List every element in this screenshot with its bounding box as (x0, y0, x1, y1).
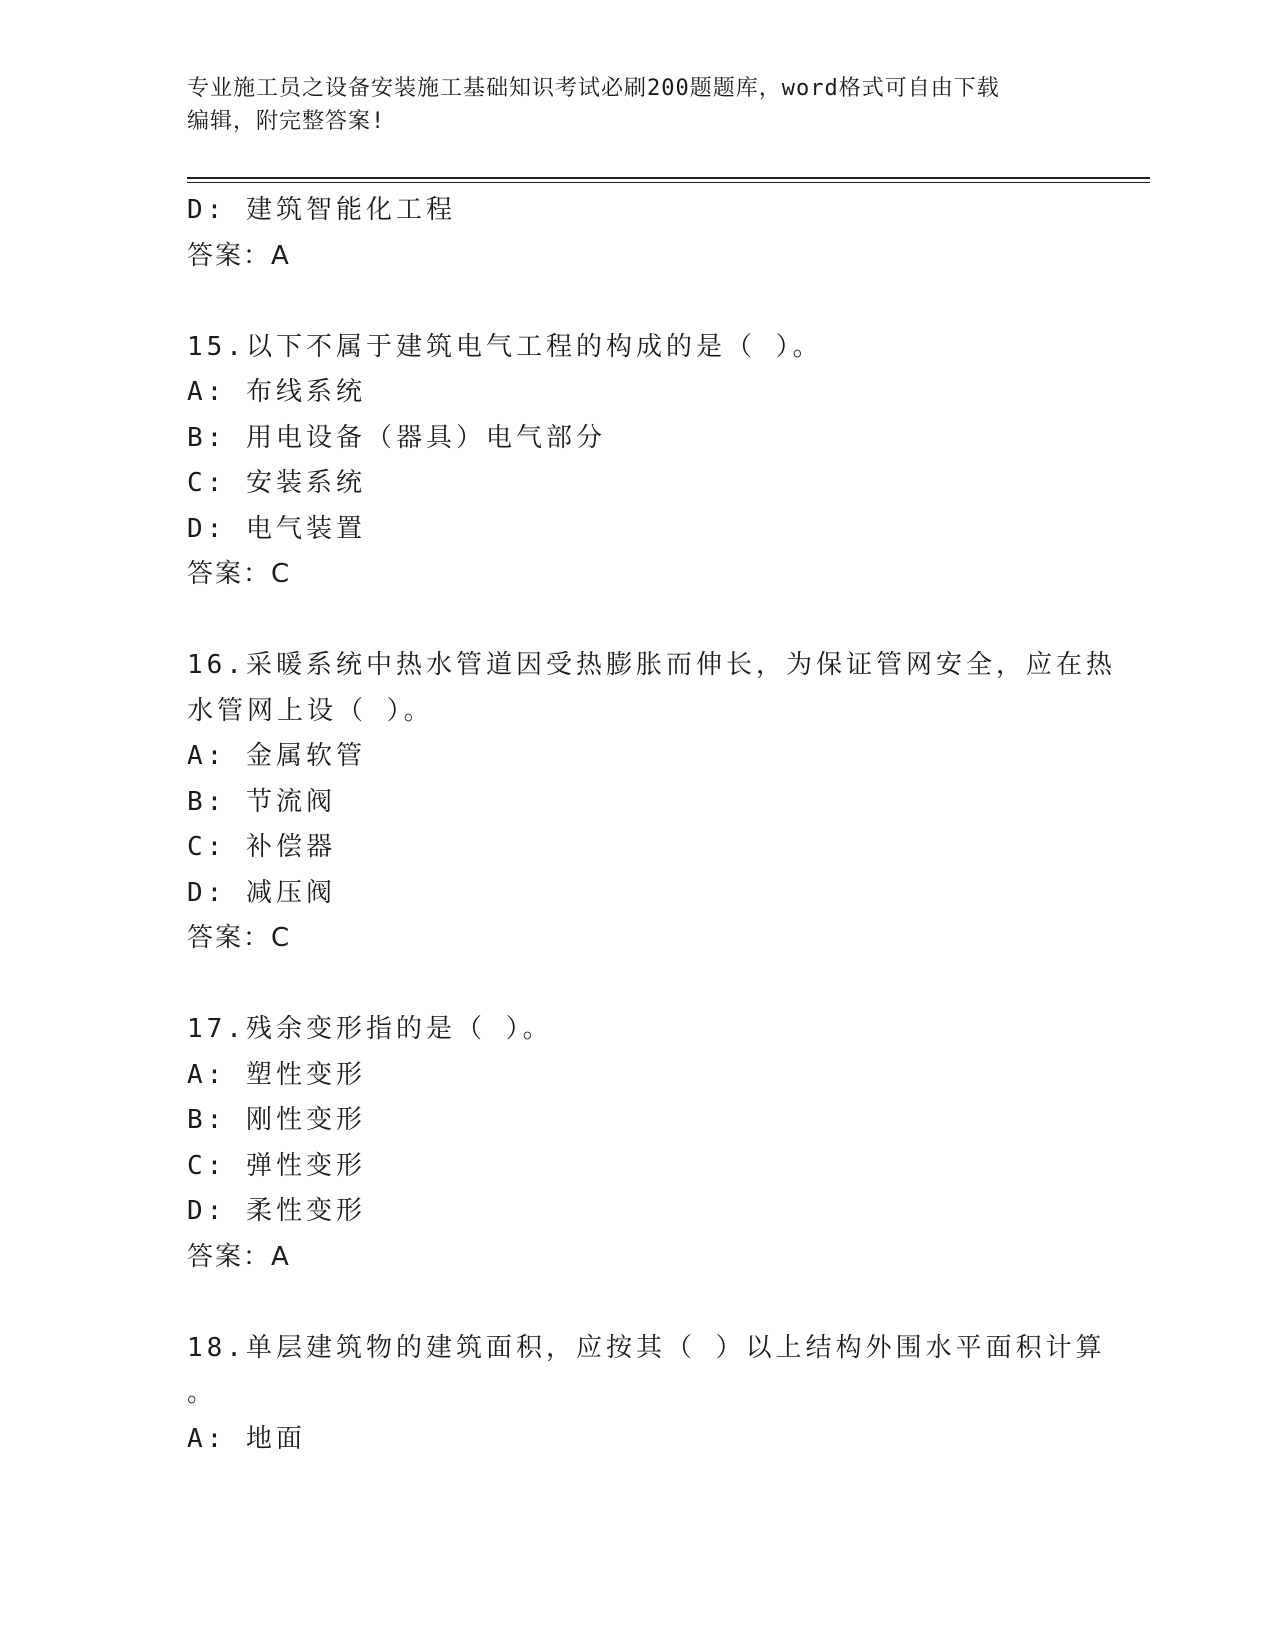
option-b: B: 用电设备（器具）电气部分 (187, 422, 606, 453)
header-title-line-1: 专业施工员之设备安装施工基础知识考试必刷200题题库，word格式可自由下载 (187, 76, 1000, 101)
spacer (187, 962, 1087, 1008)
option-a: A: 塑性变形 (187, 1059, 366, 1090)
option-c: C: 安装系统 (187, 468, 366, 498)
option-a: A: 地面 (187, 1423, 306, 1454)
question-18 (187, 1326, 1106, 1463)
header-divider-thin (187, 182, 1150, 183)
spacer (187, 598, 1087, 644)
answer-line: 答案：C (187, 923, 292, 953)
answer-line: 答案：A (187, 1241, 291, 1272)
option-c: C: 补偿器 (187, 832, 336, 862)
option-d: D: 柔性变形 (187, 1196, 366, 1226)
option-d: D: 电气装置 (187, 513, 366, 544)
spacer (187, 279, 1087, 325)
question-list (187, 188, 1116, 1462)
option-d: D: 建筑智能化工程 (187, 195, 456, 225)
question-15 (187, 325, 1087, 598)
question-stem-line-2: 。 (187, 1378, 218, 1408)
answer-line: 答案：C (187, 559, 292, 589)
spacer (187, 1280, 1087, 1326)
option-b: B: 刚性变形 (187, 1105, 366, 1135)
question-14-fragment (187, 188, 1087, 279)
header-title-line-2: 编辑，附完整答案! (187, 109, 386, 134)
document-header (187, 72, 1087, 138)
question-stem-line-2: 水管网上设（ ）。 (187, 695, 434, 726)
question-stem: 17.残余变形指的是（ ）。 (187, 1014, 553, 1044)
question-17 (187, 1007, 1087, 1280)
option-a: A: 金属软管 (187, 741, 366, 771)
question-stem-line-1: 18.单层建筑物的建筑面积，应按其（ ）以上结构外围水平面积计算 (187, 1332, 1106, 1363)
question-16 (187, 643, 1116, 962)
option-a: A: 布线系统 (187, 377, 366, 407)
question-stem: 15.以下不属于建筑电气工程的构成的是（ ）。 (187, 331, 823, 362)
option-c: C: 弹性变形 (187, 1150, 366, 1181)
option-b: B: 节流阀 (187, 786, 336, 817)
option-d: D: 减压阀 (187, 877, 336, 908)
question-stem-line-1: 16.采暖系统中热水管道因受热膨胀而伸长，为保证管网安全，应在热 (187, 650, 1116, 680)
answer-line: 答案：A (187, 240, 291, 271)
header-divider-thick (187, 177, 1150, 179)
